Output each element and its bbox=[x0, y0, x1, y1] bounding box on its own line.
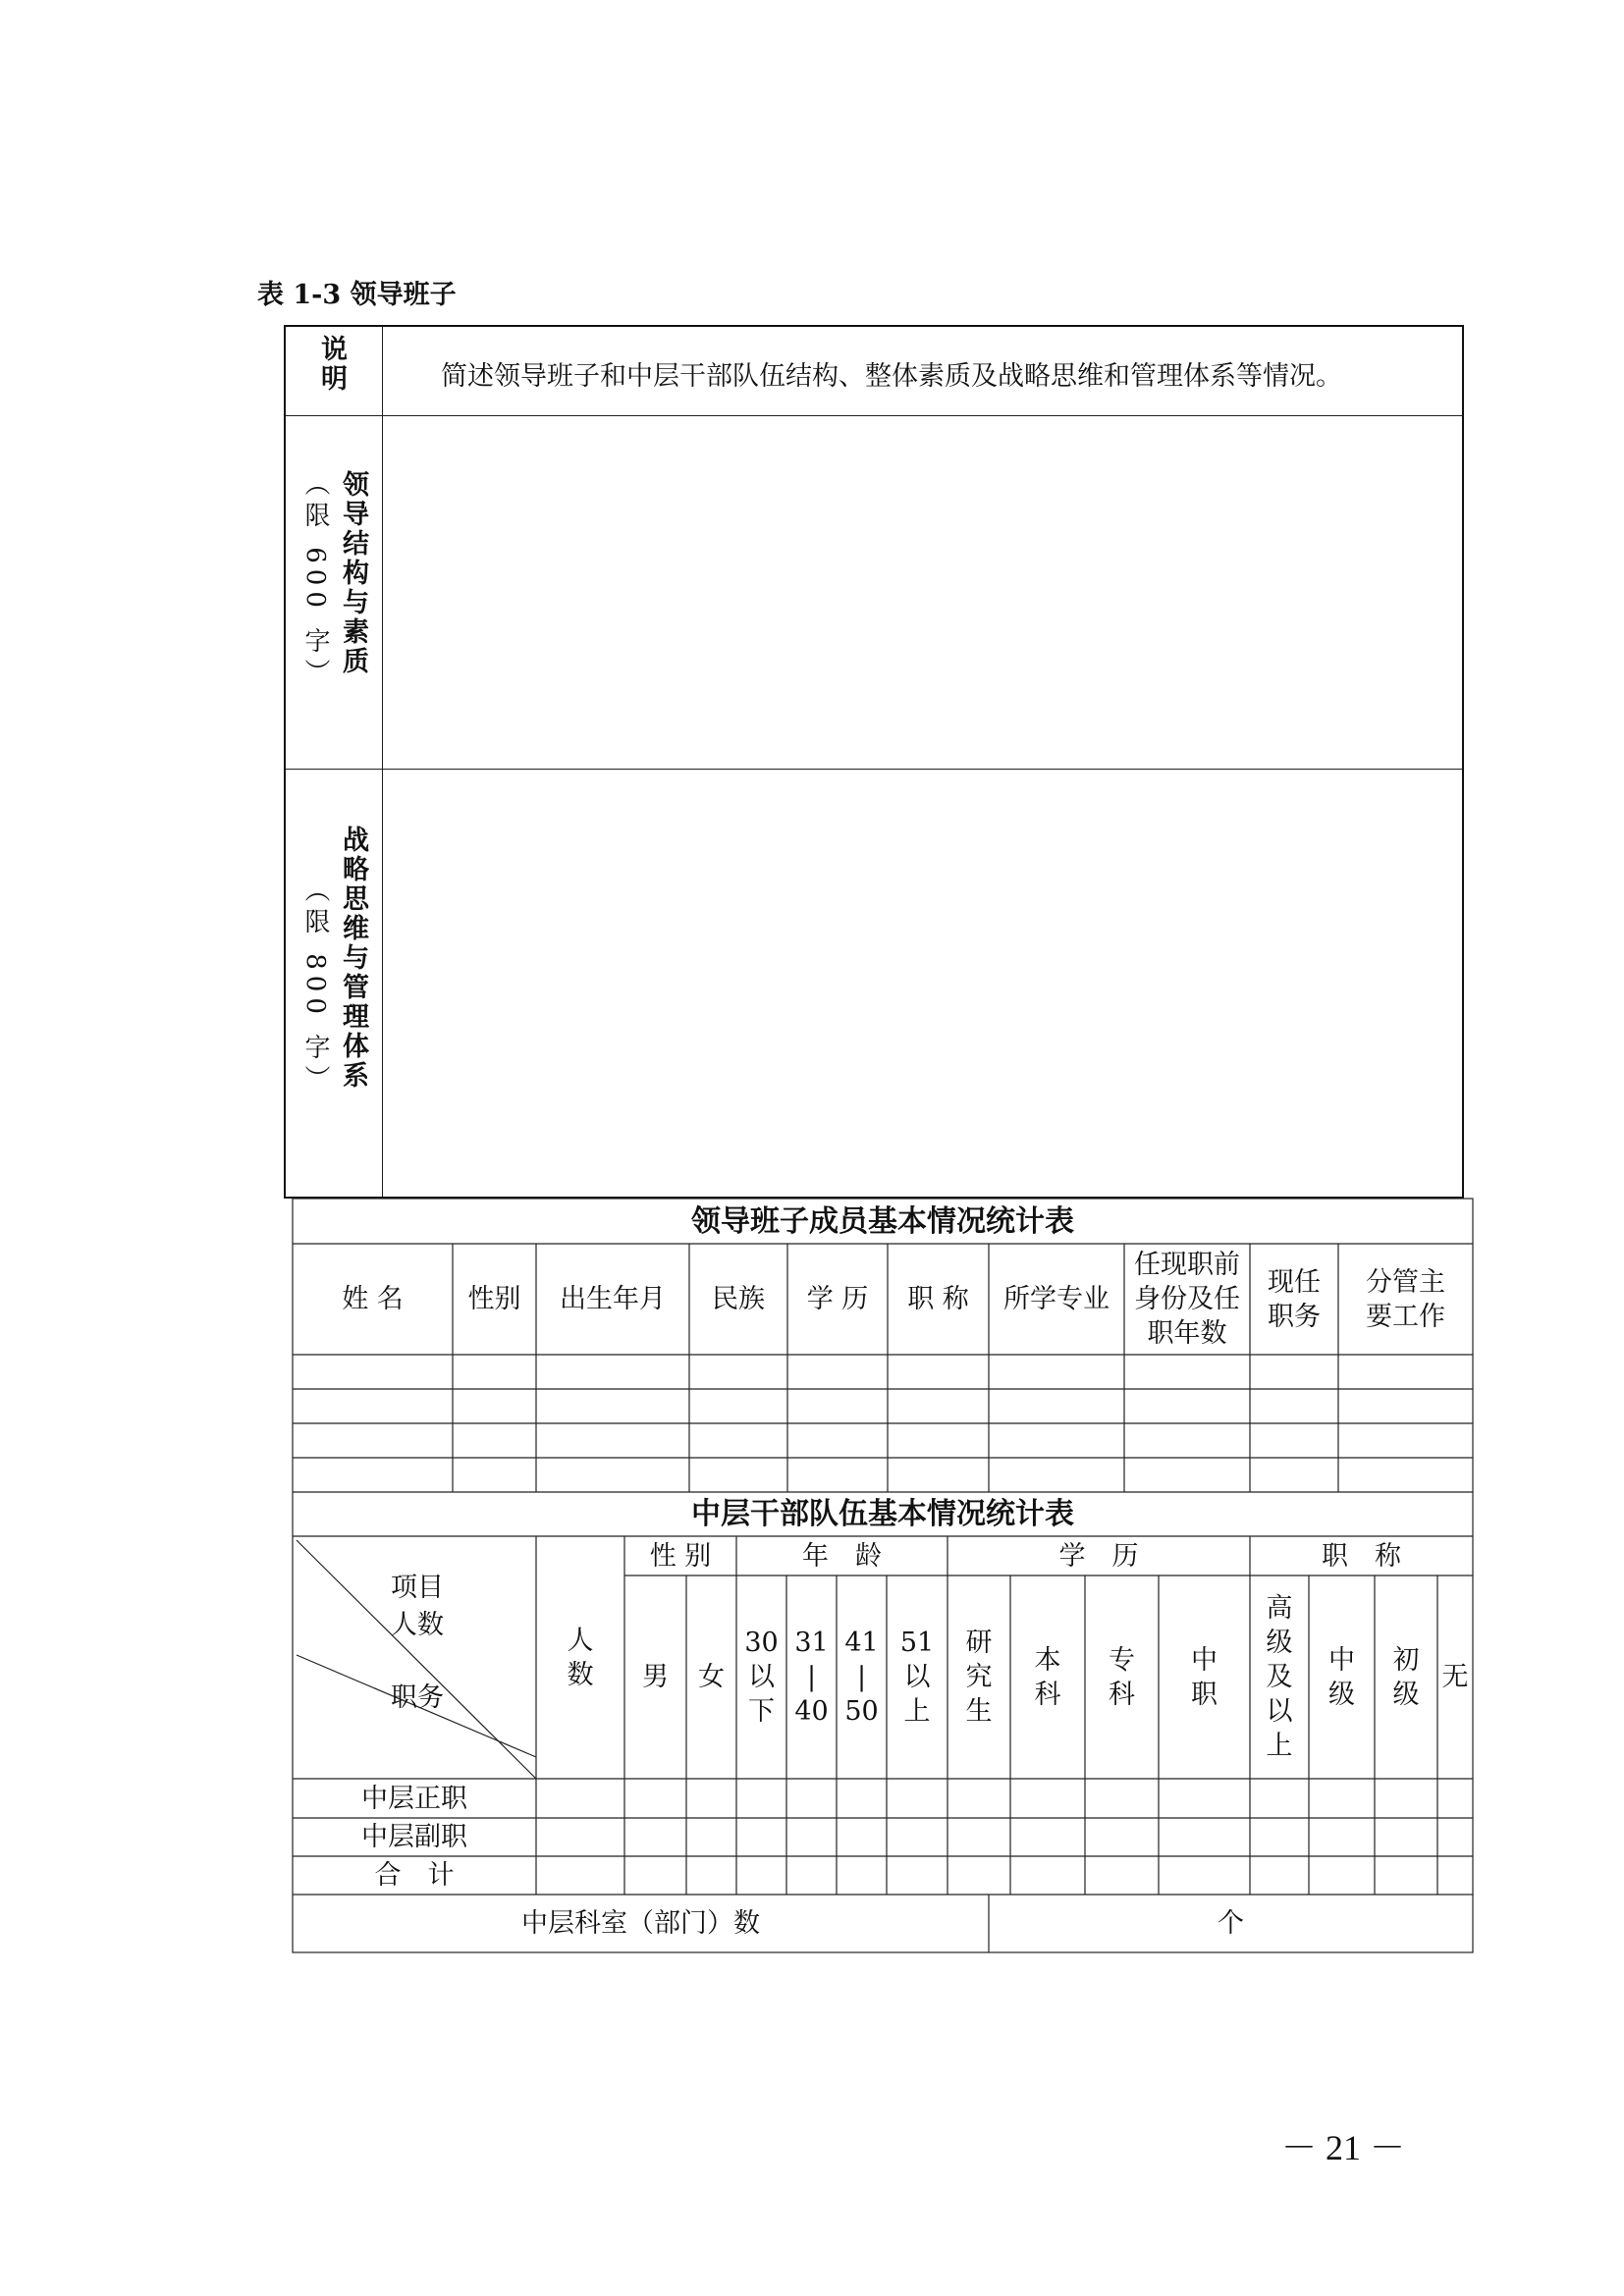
footer-unit: 个 bbox=[1218, 1908, 1244, 1939]
header-name: 姓 名 bbox=[342, 1284, 404, 1314]
sub-edu-bachelor: 本 科 bbox=[1034, 1644, 1061, 1710]
header-responsibility: 分管主 要工作 bbox=[1366, 1266, 1445, 1332]
sub-age-51: 51 以 上 bbox=[899, 1628, 935, 1727]
sub-edu-grad: 研 究 生 bbox=[965, 1628, 993, 1727]
header-current-post: 现任 职务 bbox=[1268, 1266, 1321, 1332]
sub-title-none: 无 bbox=[1441, 1662, 1469, 1692]
header-gender: 性别 bbox=[467, 1284, 521, 1314]
diag-post: 职务 bbox=[391, 1682, 444, 1713]
header-major: 所学专业 bbox=[1003, 1284, 1110, 1314]
group-age: 年 龄 bbox=[802, 1540, 882, 1572]
sub-male: 男 bbox=[642, 1662, 669, 1692]
note-text: 简述领导班子和中层干部队伍结构、整体素质及战略思维和管理体系等情况。 bbox=[441, 361, 1342, 392]
sub-title-mid: 中 级 bbox=[1328, 1644, 1355, 1710]
row-total: 合 计 bbox=[374, 1860, 455, 1891]
header-birth: 出生年月 bbox=[560, 1284, 666, 1314]
sub-female: 女 bbox=[698, 1662, 725, 1692]
table-caption: 表 1-3 领导班子 bbox=[257, 280, 457, 310]
row1-label: 领导结构与素质 bbox=[338, 470, 368, 676]
diag-item: 项目 bbox=[391, 1572, 444, 1603]
group-education: 学 历 bbox=[1058, 1540, 1139, 1572]
diag-count: 人数 bbox=[391, 1609, 444, 1640]
note-label: 说明 bbox=[316, 335, 347, 394]
row-deputy: 中层副职 bbox=[361, 1822, 467, 1852]
group-title: 职 称 bbox=[1322, 1540, 1401, 1572]
sub-age-41-50: 41 | 50 bbox=[844, 1628, 879, 1727]
count-header: 人 数 bbox=[567, 1625, 594, 1690]
header-title: 职 称 bbox=[907, 1284, 969, 1314]
sub-age-30: 30 以 下 bbox=[744, 1628, 779, 1727]
sub-age-31-40: 31 | 40 bbox=[794, 1628, 829, 1727]
row2-limit: （限 800 字） bbox=[300, 877, 330, 1097]
row1-limit: （限 600 字） bbox=[300, 470, 330, 691]
sub-edu-vocational: 中 职 bbox=[1191, 1644, 1218, 1710]
header-education: 学 历 bbox=[806, 1284, 869, 1314]
row-chief: 中层正职 bbox=[361, 1783, 467, 1814]
table3-title: 中层干部队伍基本情况统计表 bbox=[691, 1497, 1074, 1531]
page-number: － 21 － bbox=[1281, 2128, 1406, 2167]
sub-title-senior: 高 级 及 以 上 bbox=[1266, 1593, 1293, 1761]
group-gender: 性 别 bbox=[649, 1540, 712, 1572]
sub-title-junior: 初 级 bbox=[1392, 1644, 1420, 1710]
table2-title: 领导班子成员基本情况统计表 bbox=[691, 1203, 1074, 1239]
row2-label: 战略思维与管理体系 bbox=[338, 826, 368, 1091]
footer-label: 中层科室（部门）数 bbox=[521, 1908, 760, 1939]
header-prior-role: 任现职前 身份及任 职年数 bbox=[1134, 1250, 1240, 1349]
sub-edu-college: 专 科 bbox=[1109, 1644, 1135, 1710]
header-ethnicity: 民族 bbox=[712, 1284, 765, 1314]
